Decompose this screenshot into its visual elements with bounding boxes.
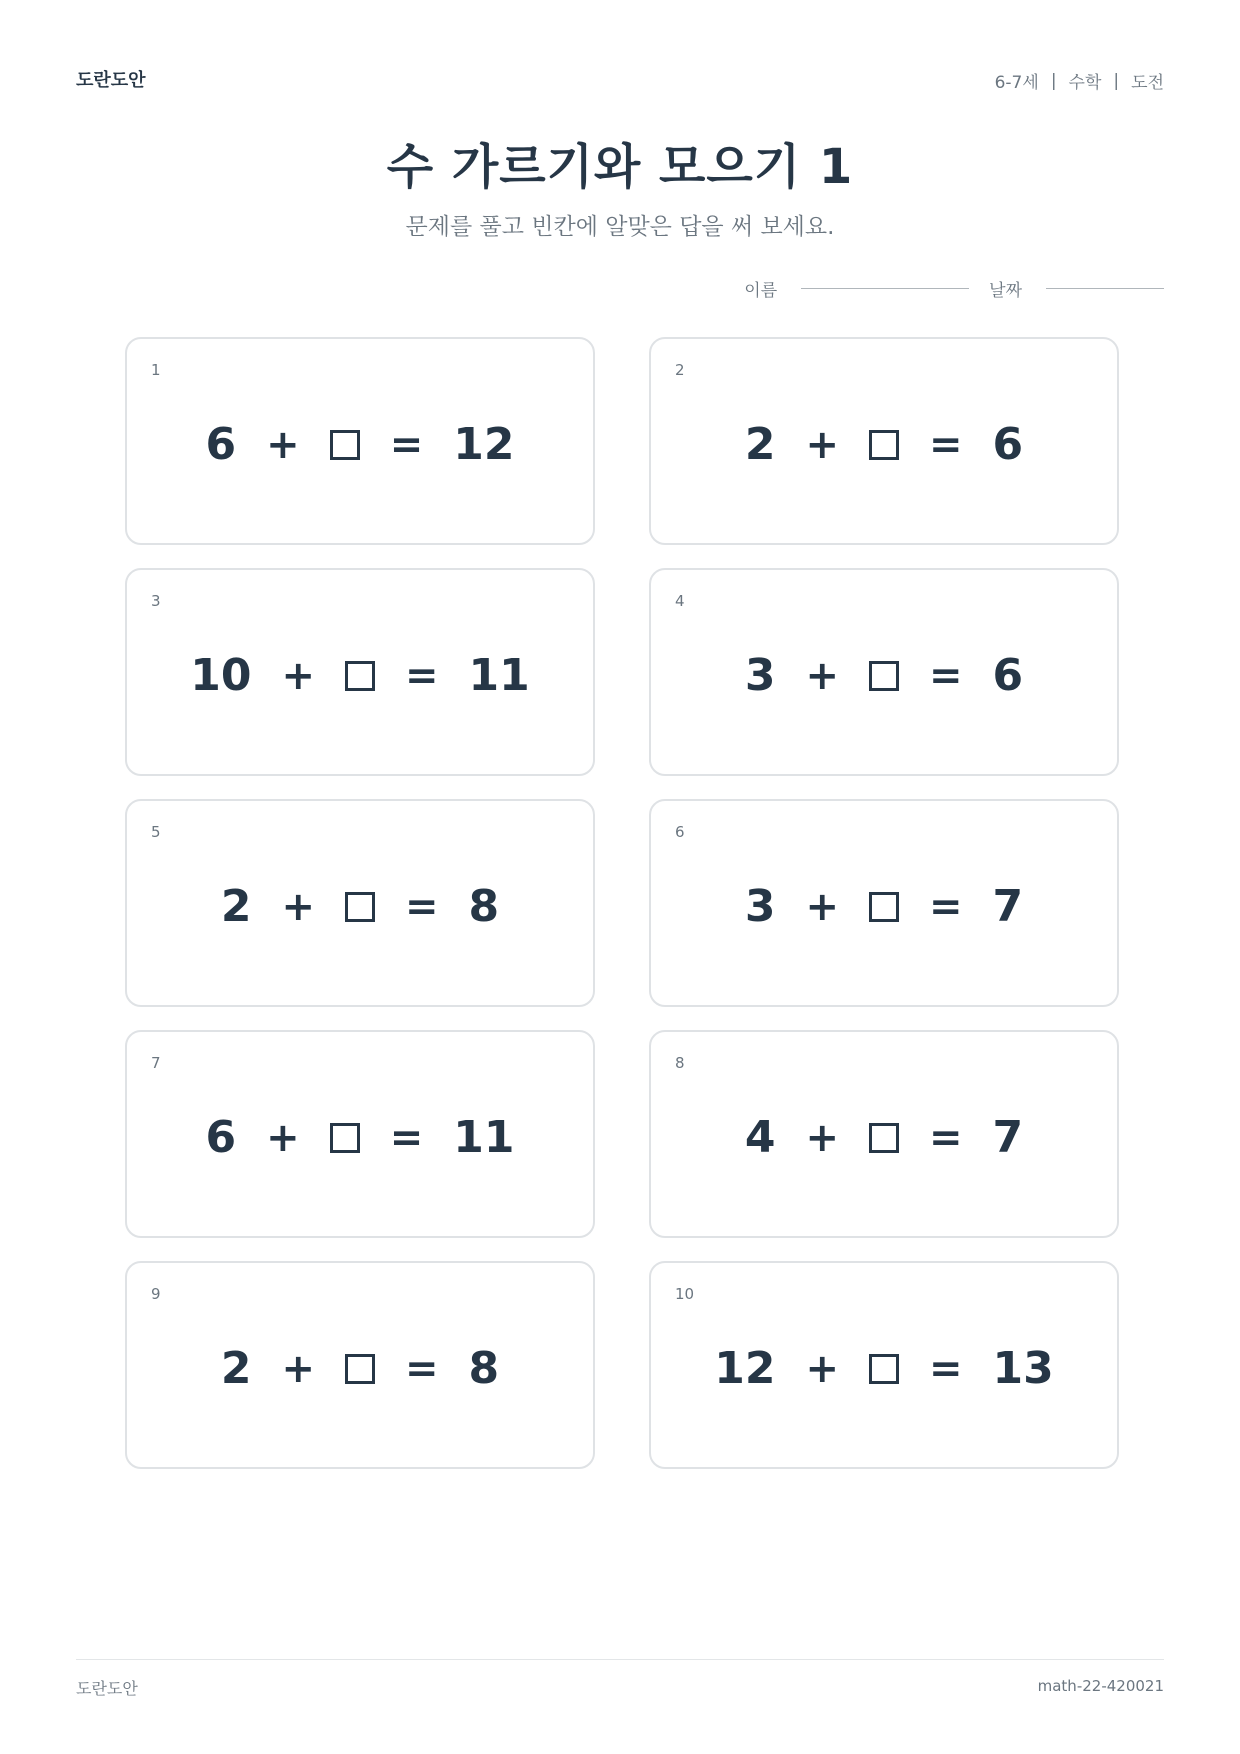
meta-age: 6-7세 — [994, 73, 1039, 93]
problem-number: 10 — [675, 1285, 695, 1303]
equals-sign: = — [389, 1115, 424, 1161]
brand-logo-text: 도란도안 — [76, 70, 146, 91]
equals-sign: = — [405, 1346, 439, 1392]
date-blank-line — [1046, 288, 1164, 289]
problem-card — [649, 799, 1119, 1007]
addend: 2 — [220, 881, 252, 932]
name-blank-line — [801, 288, 969, 289]
problem-number: 1 — [151, 361, 161, 379]
meta-level: 도전 — [1131, 73, 1164, 93]
addend: 3 — [744, 650, 776, 701]
addend: 2 — [220, 1343, 252, 1394]
problem-card — [125, 799, 595, 1007]
sum: 13 — [992, 1343, 1054, 1394]
equation — [127, 419, 593, 470]
answer-box[interactable] — [869, 1123, 899, 1153]
equals-sign: = — [389, 422, 424, 468]
equation — [651, 1112, 1117, 1163]
answer-box[interactable] — [330, 1123, 360, 1153]
meta-separator: | — [1050, 70, 1057, 91]
plus-sign: + — [266, 422, 300, 468]
equation — [651, 881, 1117, 932]
sum: 6 — [992, 419, 1024, 470]
plus-sign: + — [266, 1115, 300, 1161]
name-date-fields — [744, 276, 1164, 301]
sum: 12 — [453, 419, 515, 470]
footer-divider — [76, 1659, 1164, 1660]
answer-box[interactable] — [869, 661, 899, 691]
problem-number: 7 — [151, 1054, 161, 1072]
page-subtitle: 문제를 풀고 빈칸에 알맞은 답을 써 보세요. — [405, 214, 835, 240]
equals-sign: = — [405, 884, 439, 930]
equation — [127, 1112, 593, 1163]
equals-sign: = — [405, 653, 439, 699]
problem-number: 2 — [675, 361, 685, 379]
sum: 11 — [468, 650, 530, 701]
date-label: 날짜 — [989, 281, 1022, 301]
addend: 2 — [744, 419, 776, 470]
sum: 11 — [453, 1112, 515, 1163]
equation — [651, 1343, 1117, 1394]
equals-sign: = — [929, 1115, 963, 1161]
problem-number: 8 — [675, 1054, 685, 1072]
meta-separator: | — [1113, 70, 1120, 91]
problem-number: 6 — [675, 823, 685, 841]
plus-sign: + — [805, 884, 839, 930]
problem-card — [649, 1030, 1119, 1238]
equation — [127, 1343, 593, 1394]
equals-sign: = — [929, 422, 963, 468]
plus-sign: + — [805, 422, 839, 468]
addend: 6 — [205, 1112, 237, 1163]
equation — [651, 650, 1117, 701]
plus-sign: + — [805, 653, 839, 699]
plus-sign: + — [805, 1346, 839, 1392]
equals-sign: = — [929, 653, 963, 699]
problem-card — [125, 568, 595, 776]
addend: 4 — [744, 1112, 776, 1163]
addend: 12 — [714, 1343, 776, 1394]
answer-box[interactable] — [345, 661, 375, 691]
answer-box[interactable] — [345, 892, 375, 922]
plus-sign: + — [281, 1346, 315, 1392]
answer-box[interactable] — [869, 1354, 899, 1384]
problem-card — [649, 1261, 1119, 1469]
problem-card — [125, 337, 595, 545]
sum: 7 — [992, 1112, 1024, 1163]
problem-card — [125, 1030, 595, 1238]
plus-sign: + — [805, 1115, 839, 1161]
plus-sign: + — [281, 653, 315, 699]
addend: 6 — [205, 419, 237, 470]
equals-sign: = — [929, 884, 963, 930]
footer-code: math-22-420021 — [1037, 1677, 1164, 1695]
problem-card — [649, 337, 1119, 545]
equation — [651, 419, 1117, 470]
answer-box[interactable] — [345, 1354, 375, 1384]
answer-box[interactable] — [869, 430, 899, 460]
sum: 6 — [992, 650, 1024, 701]
addend: 10 — [190, 650, 252, 701]
worksheet-meta — [995, 68, 1164, 93]
problem-number: 3 — [151, 592, 161, 610]
sum: 7 — [992, 881, 1024, 932]
problem-number: 5 — [151, 823, 161, 841]
problem-number: 9 — [151, 1285, 161, 1303]
page-title: 수 가르기와 모으기 1 — [386, 139, 854, 195]
plus-sign: + — [281, 884, 315, 930]
answer-box[interactable] — [330, 430, 360, 460]
answer-box[interactable] — [869, 892, 899, 922]
equation — [127, 650, 593, 701]
sum: 8 — [468, 881, 500, 932]
addend: 3 — [744, 881, 776, 932]
equals-sign: = — [929, 1346, 963, 1392]
problem-grid — [125, 337, 1119, 1469]
sum: 8 — [468, 1343, 500, 1394]
problem-card — [649, 568, 1119, 776]
equation — [127, 881, 593, 932]
meta-subject: 수학 — [1068, 73, 1102, 93]
footer-brand: 도란도안 — [76, 1679, 138, 1698]
problem-number: 4 — [675, 592, 685, 610]
problem-card — [125, 1261, 595, 1469]
name-label: 이름 — [744, 281, 778, 301]
